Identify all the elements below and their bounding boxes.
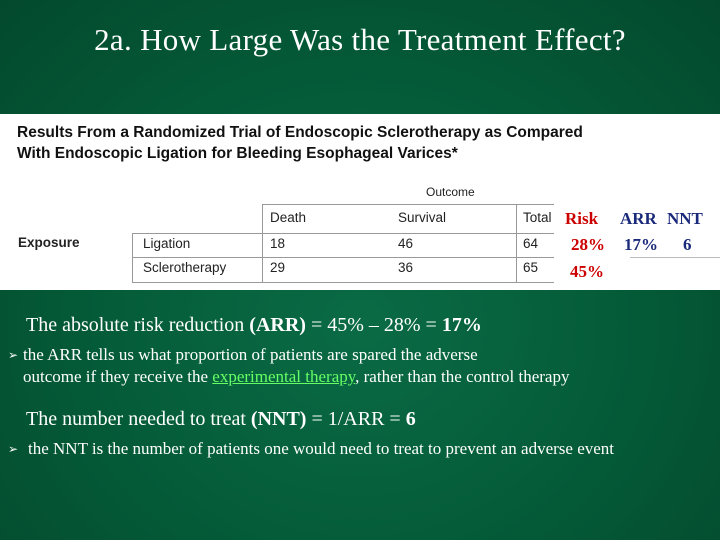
nnt-result: 6 <box>405 408 416 430</box>
figure-title-line-1: Results From a Randomized Trial of Endoscopic Sclerotherapy as Compared <box>17 124 583 141</box>
arr-bullet-line-2-b: , rather than the control therapy <box>355 367 570 386</box>
arr-bullet <box>23 344 569 388</box>
cell-sclero-survival: 36 <box>398 260 414 275</box>
exposure-label: Exposure <box>18 235 80 250</box>
table-rule-bottom <box>132 282 554 283</box>
table-rule-v1 <box>132 233 133 282</box>
table-rule-mid <box>132 257 554 258</box>
experimental-therapy-link[interactable]: experimental therapy <box>212 367 356 386</box>
cell-sclero-total: 65 <box>523 260 539 275</box>
slide-title: 2a. How Large Was the Treatment Effect? <box>94 22 626 57</box>
nnt-value: 6 <box>683 235 692 254</box>
nnt-abbrev: (NNT) <box>250 408 307 430</box>
cell-ligation-death: 18 <box>270 236 286 251</box>
row-label-ligation: Ligation <box>143 236 191 251</box>
col-header-survival: Survival <box>398 210 447 225</box>
row-label-sclerotherapy: Sclerotherapy <box>143 260 227 275</box>
figure-title <box>17 122 637 164</box>
nnt-statement <box>26 408 416 431</box>
overlay-rule <box>630 257 720 258</box>
table-rule-header <box>132 233 554 234</box>
nnt-bullet: the NNT is the number of patients one would need to treat to prevent an adverse event <box>28 439 615 458</box>
arr-bullet-line-2-a: outcome if they receive the <box>23 367 213 386</box>
table-rule-v2 <box>262 204 263 282</box>
arr-value: 17% <box>624 235 658 254</box>
bullet-arrow-icon: ➢ <box>8 442 19 456</box>
nnt-header: NNT <box>667 209 703 228</box>
table-rule-top <box>262 204 554 205</box>
nnt-statement-mid: = 1/ARR = <box>306 408 406 430</box>
risk-ligation-value: 28% <box>571 235 605 254</box>
table-rule-v3 <box>516 204 517 282</box>
nnt-statement-prefix: The number needed to treat <box>26 408 251 430</box>
bullet-arrow-icon: ➢ <box>8 348 19 362</box>
risk-header: Risk <box>565 209 599 228</box>
arr-header: ARR <box>620 209 657 228</box>
col-header-total: Total <box>523 210 552 225</box>
cell-ligation-total: 64 <box>523 236 539 251</box>
cell-sclero-death: 29 <box>270 260 286 275</box>
arr-result: 17% <box>441 314 482 336</box>
col-header-death: Death <box>270 210 307 225</box>
cell-ligation-survival: 46 <box>398 236 414 251</box>
arr-statement-mid: = 45% – 28% = <box>305 314 442 336</box>
outcome-label: Outcome <box>426 185 475 199</box>
arr-bullet-line-2 <box>23 366 569 388</box>
arr-statement-prefix: The absolute risk reduction <box>26 314 250 336</box>
figure-title-line-2: With Endoscopic Ligation for Bleeding Esophageal Varices* <box>17 145 458 162</box>
arr-statement <box>26 314 482 337</box>
arr-abbrev: (ARR) <box>249 314 306 336</box>
risk-sclero-value: 45% <box>570 262 604 281</box>
arr-bullet-line-1: the ARR tells us what proportion of patients are spared the adverse <box>23 345 478 364</box>
figure-panel <box>0 114 720 290</box>
